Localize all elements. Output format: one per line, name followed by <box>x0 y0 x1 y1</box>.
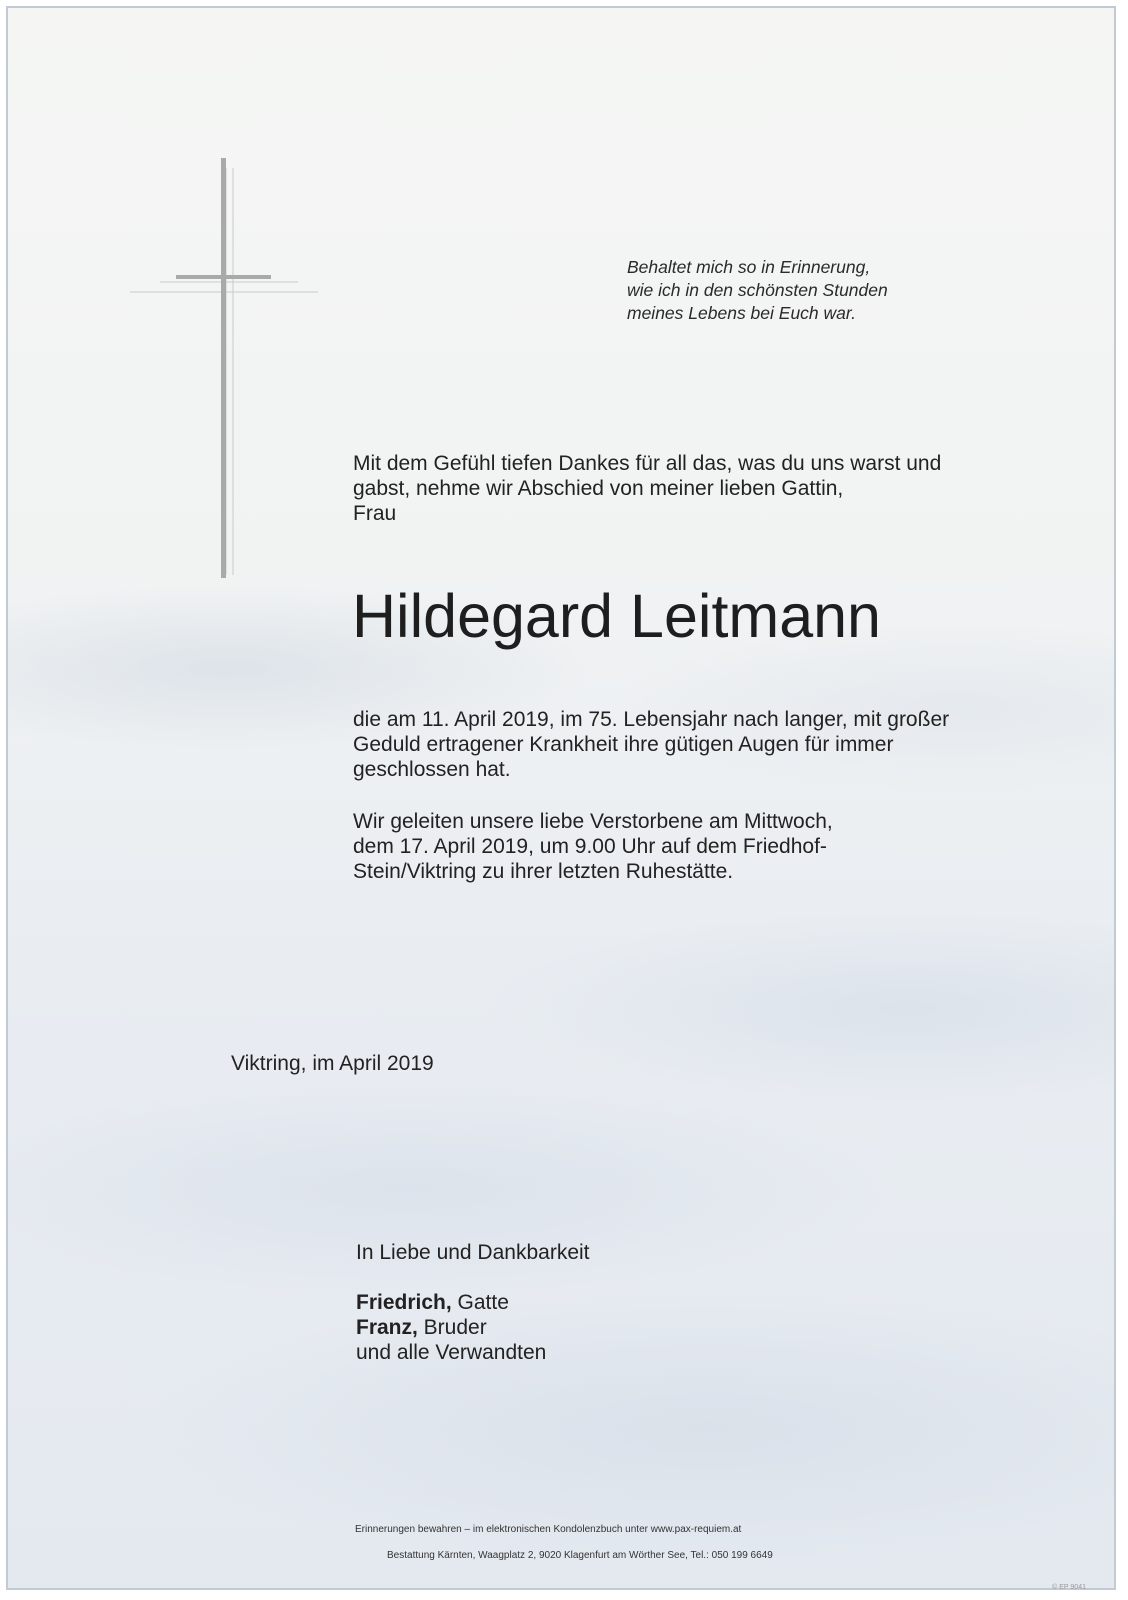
footer-condolence-link: Erinnerungen bewahren – im elektronischen Kondolenzbuch unter www.pax-requiem.at <box>355 1524 742 1535</box>
funeral-line: Stein/Viktring zu ihrer letzten Ruhestätte. <box>353 860 734 883</box>
mourner-name: Franz, <box>356 1316 418 1339</box>
motto-quote <box>627 256 888 325</box>
mourner-item <box>356 1340 546 1365</box>
mourner-relation: und alle Verwandten <box>356 1341 547 1364</box>
mourners-list <box>356 1290 546 1365</box>
intro-line: Mit dem Gefühl tiefen Dankes für all das, was du uns warst und <box>353 452 942 475</box>
mourner-relation: Gatte <box>451 1291 509 1314</box>
funeral-paragraph <box>353 809 833 884</box>
funeral-line: dem 17. April 2019, um 9.00 Uhr auf dem Friedhof- <box>353 835 827 858</box>
closing-phrase: In Liebe und Dankbarkeit <box>356 1241 590 1264</box>
deceased-name: Hildegard Leitmann <box>352 582 881 650</box>
intro-paragraph <box>353 451 941 526</box>
motto-line: Behaltet mich so in Erinnerung, <box>627 257 871 277</box>
mourner-relation: Bruder <box>417 1316 487 1339</box>
footer-funeral-home: Bestattung Kärnten, Waagplatz 2, 9020 Klagenfurt am Wörther See, Tel.: 050 199 6649 <box>387 1550 773 1561</box>
mourner-name: Friedrich, <box>356 1291 452 1314</box>
death-paragraph <box>353 707 949 782</box>
cross-icon <box>8 8 338 588</box>
mourner-item <box>356 1290 546 1315</box>
intro-line: gabst, nehme wir Abschied von meiner lieben Gattin, <box>353 477 844 500</box>
death-line: die am 11. April 2019, im 75. Lebensjahr nach langer, mit großer <box>353 708 950 731</box>
motto-line: meines Lebens bei Euch war. <box>627 303 856 323</box>
template-code: © EP 9041 <box>1052 1584 1086 1591</box>
place-date: Viktring, im April 2019 <box>231 1052 434 1075</box>
death-line: geschlossen hat. <box>353 758 511 781</box>
mourner-item <box>356 1315 546 1340</box>
funeral-line: Wir geleiten unsere liebe Verstorbene am Mittwoch, <box>353 810 833 833</box>
motto-line: wie ich in den schönsten Stunden <box>627 280 888 300</box>
intro-line: Frau <box>353 502 397 525</box>
obituary-card <box>6 6 1116 1590</box>
death-line: Geduld ertragener Krankheit ihre gütigen Augen für immer <box>353 733 894 756</box>
